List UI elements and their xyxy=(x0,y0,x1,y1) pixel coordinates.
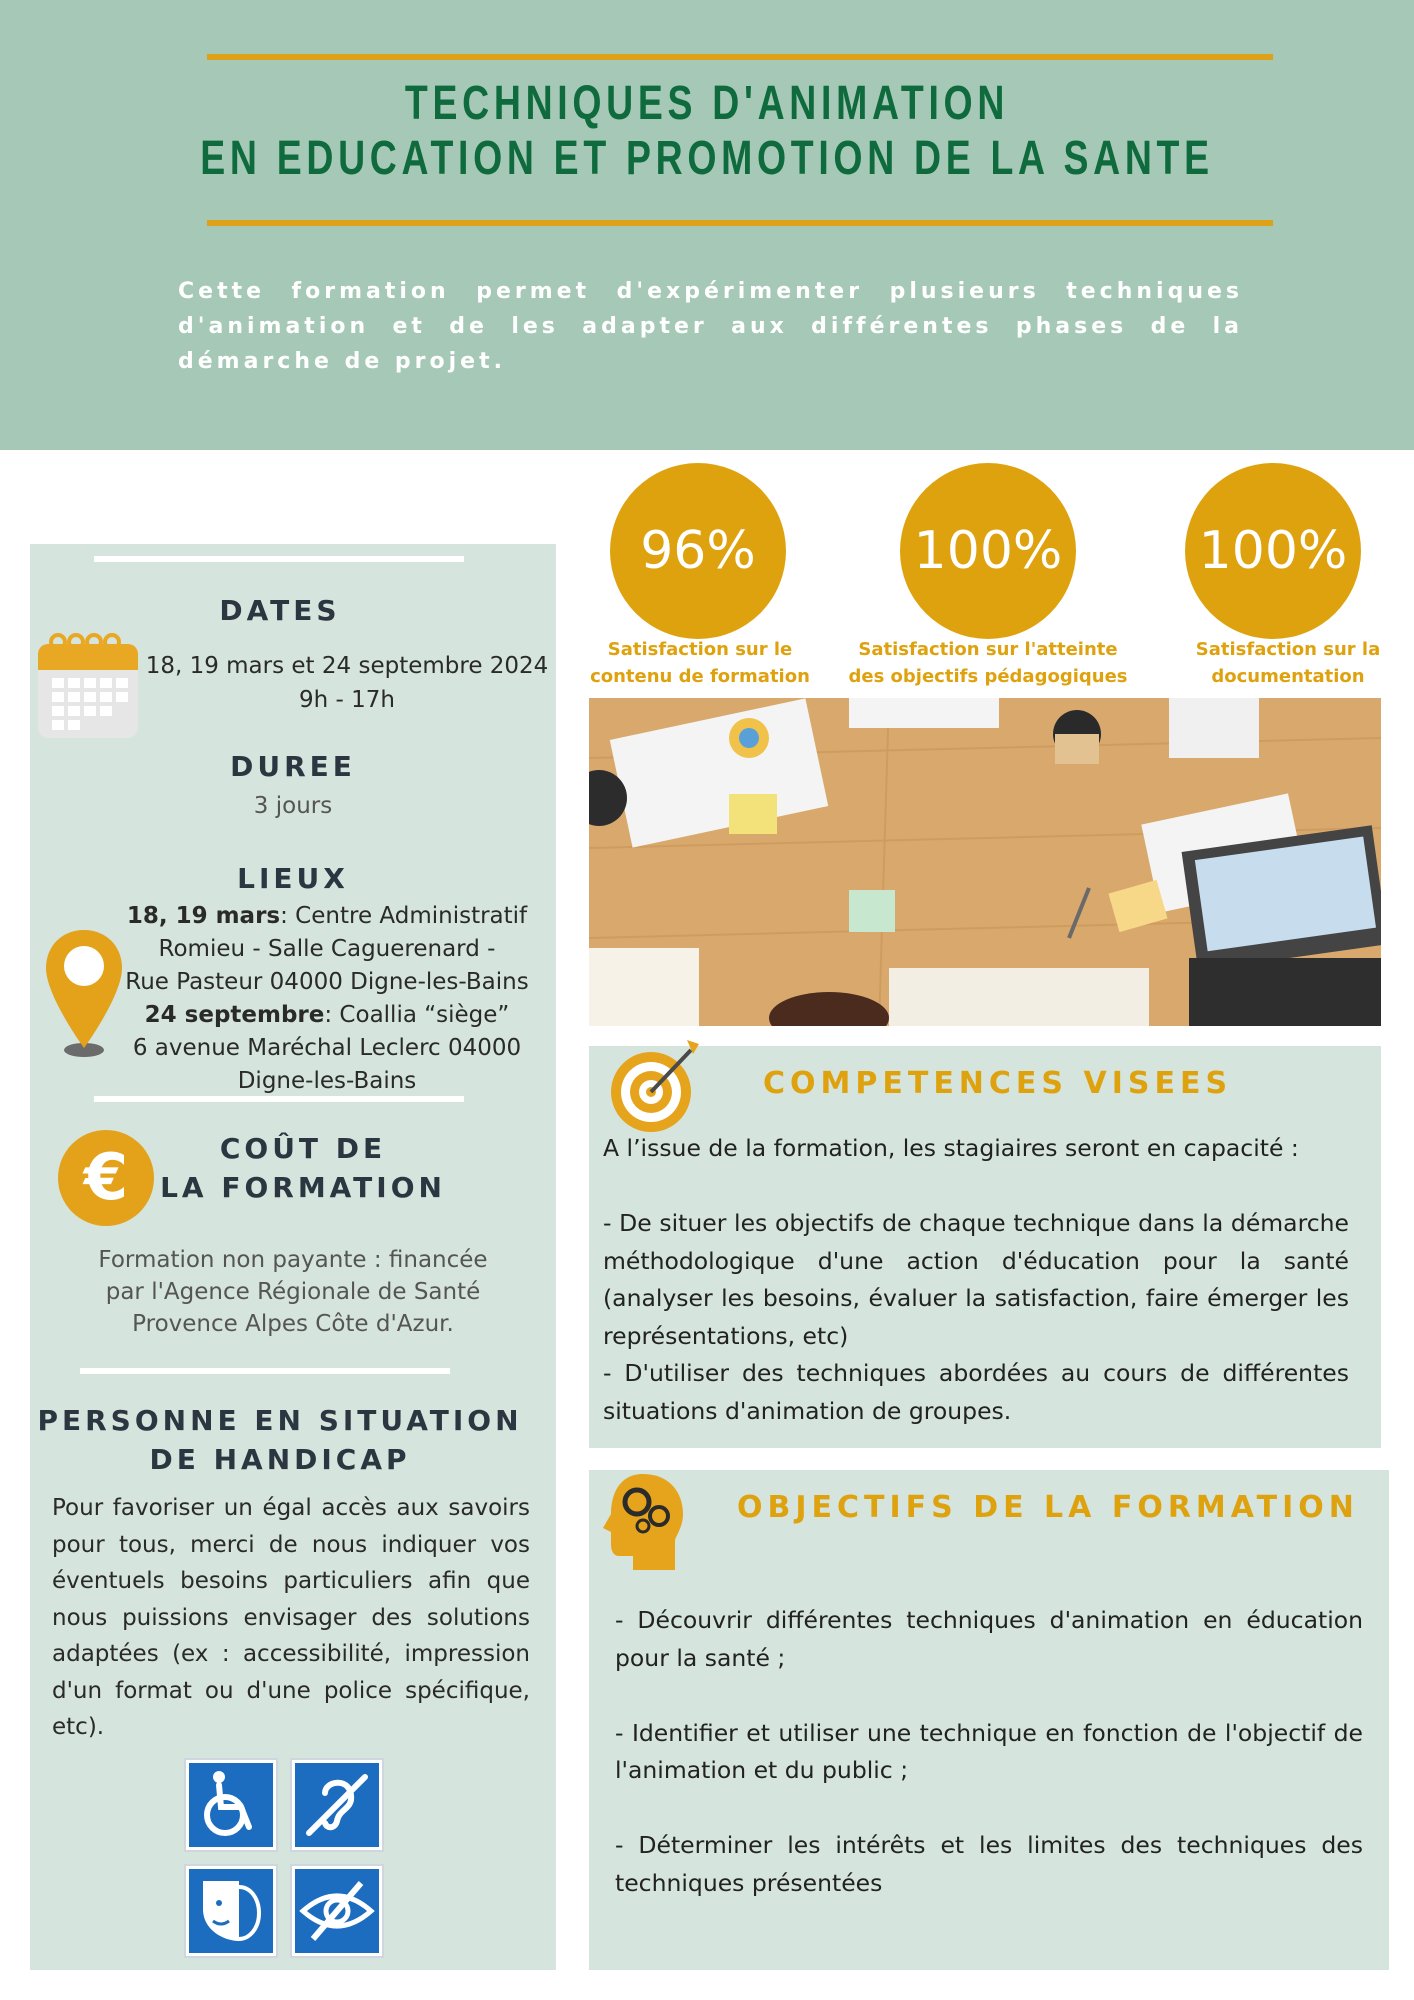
info-sidebar xyxy=(30,544,556,1970)
stat-label-line: Satisfaction sur l'atteinte xyxy=(858,639,1118,660)
lieux-a-line1: : Centre Administratif xyxy=(280,903,528,929)
lieux-b-line1: : Coallia “siège” xyxy=(324,1002,510,1028)
competences-text xyxy=(603,1130,1349,1430)
stat-label-line: contenu de formation xyxy=(590,666,810,687)
dates-heading: DATES xyxy=(219,594,341,627)
lieux-heading: LIEUX xyxy=(237,862,349,895)
header-banner xyxy=(0,0,1414,450)
stat-label xyxy=(1168,636,1408,690)
cout-line1: Formation non payante : financée xyxy=(98,1247,488,1273)
lieux-a-line3: Rue Pasteur 04000 Digne-les-Bains xyxy=(125,969,529,995)
handicap-heading-line2: DE HANDICAP xyxy=(149,1443,411,1476)
lieux-b-line2: 6 avenue Maréchal Leclerc 04000 xyxy=(132,1035,522,1061)
cout-line3: Provence Alpes Côte d'Azur. xyxy=(132,1311,454,1337)
duree-heading: DUREE xyxy=(230,750,356,783)
objectifs-panel xyxy=(589,1470,1389,1970)
stat-label-line: Satisfaction sur le xyxy=(607,639,793,660)
cout-heading-line2: LA FORMATION xyxy=(160,1171,446,1204)
calendar-icon xyxy=(36,630,140,740)
stat-circle: 100% xyxy=(1185,463,1361,639)
intro-text: Cette formation permet d'expérimenter plusieurs techniques d'animation et de les adapter aux différentes phases de la démarche de projet. xyxy=(178,279,1243,374)
lieux-details xyxy=(100,900,554,1098)
stat-circle: 96% xyxy=(610,463,786,639)
stat-label-line: Satisfaction sur la xyxy=(1195,639,1381,660)
cout-heading-line1: COÛT DE xyxy=(219,1132,387,1165)
lieux-date-a: 18, 19 mars xyxy=(126,903,281,929)
euro-icon: € xyxy=(58,1130,154,1226)
top-divider xyxy=(207,54,1273,60)
cout-details xyxy=(30,1244,556,1340)
duree-value: 3 jours xyxy=(253,793,333,819)
hearing-impaired-icon xyxy=(292,1760,382,1850)
stat-circle: 100% xyxy=(900,463,1076,639)
workshop-photo xyxy=(589,698,1381,1026)
divider xyxy=(94,1096,464,1102)
lieux-date-b: 24 septembre xyxy=(144,1002,325,1028)
objectifs-item: - Déterminer les intérêts et les limites des techniques des techniques présentées xyxy=(615,1831,1363,1897)
divider xyxy=(94,556,464,562)
stat-label-line: documentation xyxy=(1211,666,1365,687)
visually-impaired-icon xyxy=(292,1866,382,1956)
title-line-1: TECHNIQUES D'ANIMATION xyxy=(404,77,1010,130)
lieux-b-line3: Digne-les-Bains xyxy=(237,1068,417,1094)
competences-item: - De situer les objectifs de chaque technique dans la démarche méthodologique d'une action d'éducation pour la santé (analyser les besoins, évaluer la satisfaction, faire émerger les représentations, etc) xyxy=(603,1209,1349,1350)
lieux-a-line2: Romieu - Salle Caguerenard - xyxy=(158,936,496,962)
stat-label-line: des objectifs pédagogiques xyxy=(848,666,1128,687)
title-line-2: EN EDUCATION ET PROMOTION DE LA SANTE xyxy=(200,132,1214,185)
wheelchair-icon xyxy=(186,1760,276,1850)
competences-intro: A l’issue de la formation, les stagiaires seront en capacité : xyxy=(603,1134,1299,1162)
competences-item: - D'utiliser des techniques abordées au cours de différentes situations d'animation de groupes. xyxy=(603,1359,1349,1425)
objectifs-item: - Découvrir différentes techniques d'animation en éducation pour la santé ; xyxy=(615,1606,1363,1672)
cout-line2: par l'Agence Régionale de Santé xyxy=(105,1279,481,1305)
stat-label xyxy=(838,636,1138,690)
objectifs-text xyxy=(615,1602,1363,1902)
target-icon xyxy=(603,1036,703,1136)
competences-heading: COMPETENCES VISEES xyxy=(763,1066,1233,1101)
objectifs-heading: OBJECTIFS DE LA FORMATION xyxy=(737,1490,1359,1525)
head-gears-icon xyxy=(599,1470,685,1574)
bottom-divider xyxy=(207,220,1273,226)
competences-panel xyxy=(589,1046,1381,1448)
dates-hours: 9h - 17h xyxy=(299,687,395,713)
dates-range: 18, 19 mars et 24 septembre 2024 xyxy=(145,653,549,679)
divider xyxy=(80,1368,450,1374)
objectifs-item: - Identifier et utiliser une technique en fonction de l'objectif de l'animation et du public ; xyxy=(615,1718,1363,1784)
handicap-heading-line1: PERSONNE EN SITUATION xyxy=(37,1404,523,1437)
stat-label xyxy=(570,636,830,690)
handicap-text: Pour favoriser un égal accès aux savoirs pour tous, merci de nous indiquer vos éventuels besoins particuliers afin que nous puissions envisager des solutions adaptées (ex : accessibilité, impression d'un format ou d'une police spécifique, etc). xyxy=(52,1495,530,1740)
mental-disability-icon xyxy=(186,1866,276,1956)
